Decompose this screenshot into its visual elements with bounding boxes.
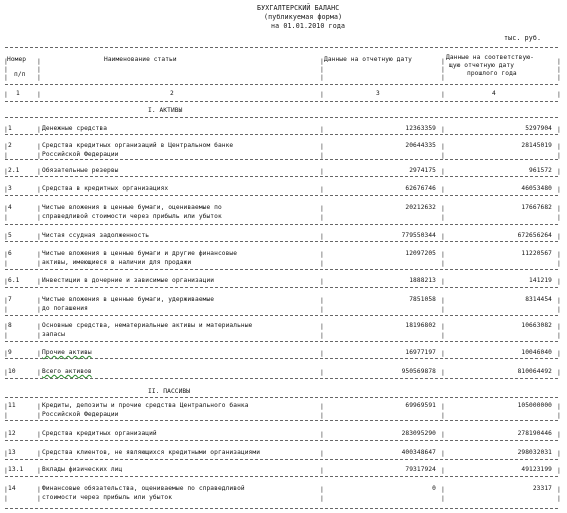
column-separator: | [4,305,8,313]
column-separator: | [441,65,445,73]
column-separator: | [4,90,8,98]
column-separator: | [441,349,445,357]
column-separator: | [441,449,445,457]
column-separator: | [320,73,324,81]
column-separator: | [320,185,324,193]
column-separator: | [37,73,41,81]
row-number: 11 [8,402,16,409]
column-separator: | [441,296,445,304]
column-separator: | [441,250,445,258]
column-separator: | [320,259,324,267]
row-divider [5,459,558,460]
section-liabilities: II. ПАССИВЫ [148,388,191,395]
section-divider [5,117,558,118]
column-separator: | [320,204,324,212]
value-previous: 278190446 [517,430,552,437]
column-separator: | [557,125,561,133]
row-number: 10 [8,368,16,375]
column-separator: | [441,368,445,376]
column-separator: | [557,368,561,376]
column-separator: | [37,296,41,304]
column-separator: | [557,73,561,81]
column-separator: | [37,322,41,330]
column-separator: | [4,213,8,221]
column-separator: | [441,125,445,133]
column-separator: | [441,259,445,267]
column-separator: | [320,167,324,175]
column-separator: | [441,277,445,285]
value-current: 1888213 [409,277,436,284]
column-separator: | [37,57,41,65]
column-separator: | [320,57,324,65]
value-current: 20212632 [405,204,436,211]
column-separator: | [320,494,324,502]
column-separator: | [320,349,324,357]
column-separator: | [4,402,8,410]
column-separator: | [441,90,445,98]
column-separator: | [4,167,8,175]
column-separator: | [441,232,445,240]
row-label: Российской Федерации [42,411,119,418]
row-label: Средства клиентов, не являющихся кредитными организациями [42,449,261,456]
column-separator: | [37,90,41,98]
column-separator: | [37,485,41,493]
column-separator: | [320,296,324,304]
row-label: Вклады физических лиц [42,466,123,473]
column-separator: | [37,305,41,313]
value-previous: 105000000 [517,402,552,409]
section-assets: I. АКТИВЫ [148,107,183,114]
column-separator: | [320,277,324,285]
column-separator: | [320,402,324,410]
column-separator: | [441,142,445,150]
column-separator: | [557,277,561,285]
column-separator: | [4,331,8,339]
row-label: Средства кредитных организаций в Центральном банке [42,142,234,149]
column-separator: | [37,368,41,376]
row-divider [5,358,558,359]
row-divider [5,440,558,441]
column-separator: | [320,250,324,258]
column-separator: | [37,65,41,73]
column-separator: | [320,142,324,150]
column-separator: | [320,449,324,457]
value-previous: 141219 [529,277,552,284]
row-divider [5,269,558,270]
value-previous: 46053480 [521,185,552,192]
column-separator: | [320,331,324,339]
row-label: Средства в кредитных организациях [42,185,169,192]
column-separator: | [441,204,445,212]
column-separator: | [37,331,41,339]
column-separator: | [557,232,561,240]
column-separator: | [4,277,8,285]
row-divider [5,176,558,177]
column-separator: | [441,331,445,339]
value-current: 950569878 [401,368,436,375]
column-separator: | [320,90,324,98]
value-current: 18196802 [405,322,436,329]
column-separator: | [320,430,324,438]
row-divider [5,134,558,135]
value-previous: 810064492 [517,368,552,375]
value-previous: 672656264 [517,232,552,239]
column-header-current: Данные на отчетную дату [324,56,412,63]
column-separator: | [4,485,8,493]
row-label: Обязательные резервы [42,167,119,174]
column-header-prev: щую отчетную дату [449,62,515,69]
column-separator: | [37,277,41,285]
value-current: 12363359 [405,125,436,132]
section-divider [5,397,558,398]
row-label: Чистые вложения в ценные бумаги, удерживаемые [42,296,215,303]
row-number: 4 [8,204,12,211]
column-separator: | [557,142,561,150]
row-label: Российской Федерации [42,151,119,158]
value-previous: 10046040 [521,349,552,356]
column-separator: | [557,485,561,493]
column-header-prev: Данные на соответствую- [446,54,534,61]
column-index-label: 1 [16,90,20,97]
column-separator: | [557,449,561,457]
row-number: 13 [8,449,16,456]
column-separator: | [557,322,561,330]
column-separator: | [557,331,561,339]
column-separator: | [320,151,324,159]
column-separator: | [557,167,561,175]
column-header-number-pp: п/п [14,71,26,78]
row-number: 2.1 [8,167,20,174]
column-separator: | [320,411,324,419]
column-separator: | [37,204,41,212]
value-current: 0 [432,485,436,492]
column-separator: | [4,494,8,502]
row-divider [5,341,558,342]
column-separator: | [557,204,561,212]
value-previous: 298032031 [517,449,552,456]
row-label: до погашения [42,305,88,312]
column-separator: | [37,250,41,258]
row-number: 12 [8,430,16,437]
column-separator: | [441,305,445,313]
row-number: 5 [8,232,12,239]
value-current: 62676746 [405,185,436,192]
column-separator: | [4,65,8,73]
row-number: 1 [8,125,12,132]
column-separator: | [557,151,561,159]
column-separator: | [320,125,324,133]
row-label: Чистые вложения в ценные бумаги и другие финансовые [42,250,238,257]
column-separator: | [4,185,8,193]
row-divider [5,508,558,509]
row-label: стоимости через прибыль или убыток [42,494,173,501]
column-separator: | [4,151,8,159]
table-top-border [5,47,558,48]
column-separator: | [320,322,324,330]
column-separator: | [37,213,41,221]
column-separator: | [320,213,324,221]
column-separator: | [4,204,8,212]
report-subtitle: (публикуемая форма) [264,13,343,21]
value-current: 79317924 [405,466,436,473]
column-separator: | [37,167,41,175]
value-current: 12097205 [405,250,436,257]
column-separator: | [557,411,561,419]
row-divider [5,315,558,316]
column-separator: | [4,232,8,240]
row-number: 8 [8,322,12,329]
column-separator: | [320,305,324,313]
row-label: Прочие активы [42,349,92,356]
column-separator: | [37,449,41,457]
report-title: БУХГАЛТЕРСКИЙ БАЛАНС [257,4,340,12]
column-separator: | [4,57,8,65]
column-separator: | [320,485,324,493]
value-current: 69969591 [405,402,436,409]
column-separator: | [441,73,445,81]
column-separator: | [557,90,561,98]
row-label: справедливой стоимости через прибыль или убыток [42,213,222,220]
column-separator: | [37,494,41,502]
value-previous: 11220567 [521,250,552,257]
row-label: Чистая ссудная задолженность [42,232,150,239]
column-separator: | [4,349,8,357]
value-previous: 5297904 [525,125,552,132]
report-date: на 01.01.2010 года [271,22,346,30]
value-previous: 28145019 [521,142,552,149]
column-separator: | [441,411,445,419]
row-divider [5,195,558,196]
column-separator: | [441,151,445,159]
column-separator: | [557,305,561,313]
column-separator: | [320,232,324,240]
column-separator: | [441,402,445,410]
column-separator: | [557,250,561,258]
column-separator: | [37,185,41,193]
column-separator: | [37,151,41,159]
column-separator: | [441,494,445,502]
column-separator: | [4,430,8,438]
column-separator: | [37,466,41,474]
value-current: 7851058 [409,296,436,303]
row-divider [5,287,558,288]
column-separator: | [441,167,445,175]
column-separator: | [441,57,445,65]
header-divider [5,84,558,85]
column-separator: | [557,402,561,410]
row-divider [5,159,558,160]
column-index-label: 4 [492,90,496,97]
column-separator: | [320,466,324,474]
value-current: 283095290 [401,430,436,437]
column-separator: | [37,232,41,240]
column-separator: | [441,185,445,193]
row-label: Всего активов [42,368,92,375]
value-current: 400348647 [401,449,436,456]
column-separator: | [557,349,561,357]
row-number: 2 [8,142,12,149]
value-previous: 961572 [529,167,552,174]
row-label: Основные средства, нематериальные активы и материальные [42,322,253,329]
row-label: Инвестиции в дочерние и зависимые организации [42,277,215,284]
column-separator: | [441,485,445,493]
column-separator: | [4,449,8,457]
column-index-label: 3 [376,90,380,97]
column-separator: | [37,259,41,267]
row-label: Средства кредитных организаций [42,430,157,437]
column-separator: | [320,368,324,376]
column-separator: | [557,213,561,221]
column-separator: | [4,250,8,258]
column-separator: | [4,296,8,304]
row-label: Финансовые обязательства, оцениваемые по справедливой [42,485,245,492]
column-separator: | [441,213,445,221]
row-number: 6.1 [8,277,20,284]
column-separator: | [37,411,41,419]
column-separator: | [557,185,561,193]
row-label: активы, имеющиеся в наличии для продажи [42,259,192,266]
column-separator: | [4,411,8,419]
column-separator: | [37,430,41,438]
value-previous: 8314454 [525,296,552,303]
column-separator: | [37,125,41,133]
value-current: 16977197 [405,349,436,356]
value-previous: 49123199 [521,466,552,473]
column-header-number: Номер [7,56,27,63]
column-separator: | [320,65,324,73]
units-label: тыс. руб. [504,34,542,42]
column-separator: | [441,430,445,438]
row-label: запасы [42,331,65,338]
column-separator: | [557,296,561,304]
column-separator: | [4,466,8,474]
column-header-prev: прошлого года [467,70,517,77]
column-separator: | [37,349,41,357]
column-separator: | [441,466,445,474]
row-number: 9 [8,349,12,356]
column-separator: | [4,125,8,133]
column-separator: | [557,430,561,438]
column-separator: | [37,142,41,150]
value-current: 779550344 [401,232,436,239]
index-divider [5,101,558,102]
value-previous: 23317 [532,485,552,492]
column-separator: | [4,73,8,81]
column-separator: | [557,466,561,474]
value-current: 2974175 [409,167,436,174]
column-separator: | [557,57,561,65]
column-separator: | [4,322,8,330]
row-divider [5,241,558,242]
column-header-name: Наименование статьи [104,56,177,63]
row-number: 14 [8,485,16,492]
row-label: Кредиты, депозиты и прочие средства Центрального банка [42,402,249,409]
column-separator: | [557,494,561,502]
column-separator: | [557,259,561,267]
row-number: 7 [8,296,12,303]
row-number: 3 [8,185,12,192]
column-separator: | [441,322,445,330]
column-separator: | [4,259,8,267]
value-current: 20644335 [405,142,436,149]
row-divider [5,378,558,379]
column-separator: | [37,402,41,410]
row-label: Денежные средства [42,125,108,132]
row-divider [5,420,558,421]
column-separator: | [557,65,561,73]
column-separator: | [4,142,8,150]
row-divider [5,224,558,225]
row-label: Чистые вложения в ценные бумаги, оцениваемые по [42,204,222,211]
row-number: 6 [8,250,12,257]
row-divider [5,476,558,477]
value-previous: 10663082 [521,322,552,329]
column-index-label: 2 [170,90,174,97]
value-previous: 17667682 [521,204,552,211]
row-number: 13.1 [8,466,24,473]
column-separator: | [4,368,8,376]
